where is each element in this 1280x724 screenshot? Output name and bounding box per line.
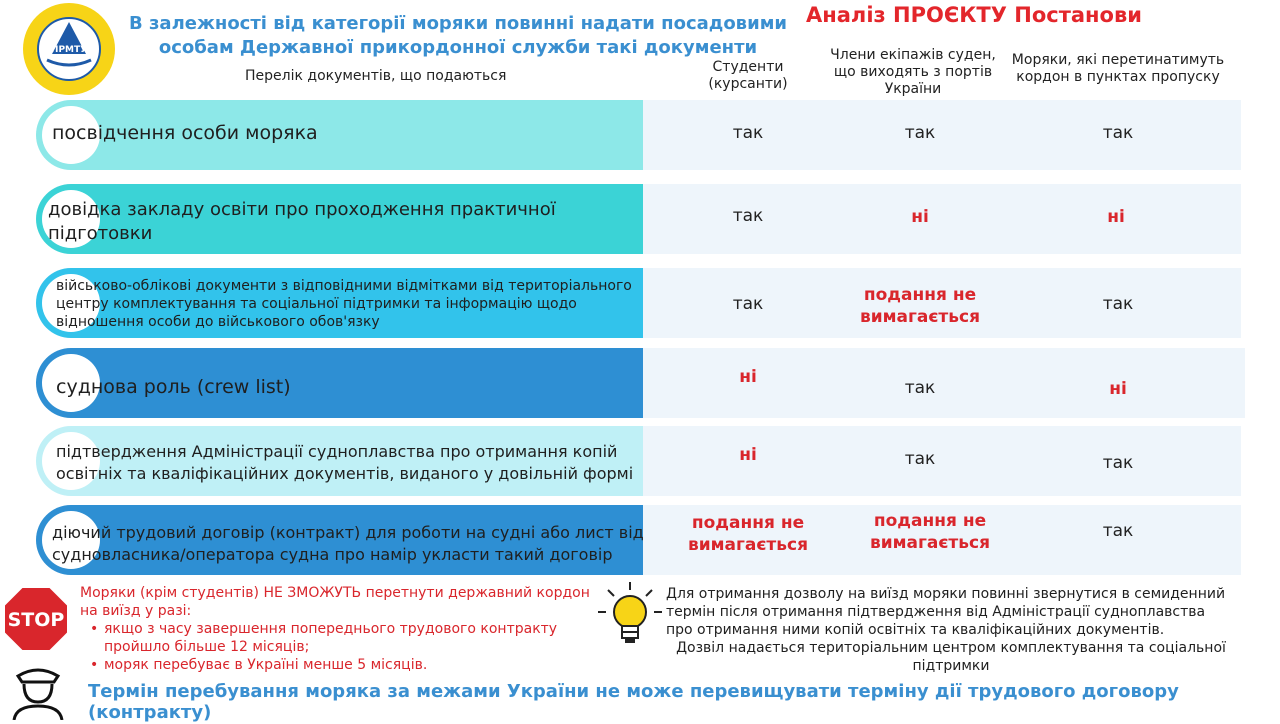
stop-sign-icon [2,585,70,653]
footer-note: Термін перебування моряка за межами України не може перевищувати терміну дії трудового договору (контракту) [88,681,1179,723]
document-name: військово-облікові документи з відповідними відмітками від територіального центру комплектування та соціальної підтримки та інформацію щодо відношення особи до військового обов'язку [56,278,632,330]
cell-crew: так [904,378,936,398]
cell-crew: так [904,449,936,469]
column-header-students: Студенти (курсанти) [708,59,788,92]
warning-bullet: • якщо з часу завершення попереднього трудового контракту пройшло більше 12 місяців; [90,621,558,655]
document-name: суднова роль (crew list) [56,376,291,398]
cell-crossing: так [1102,294,1134,314]
document-row [36,184,643,254]
officer-icon [8,662,68,720]
cell-students: ні [739,445,757,465]
document-row [36,505,643,575]
page-title: В залежності від категорії моряки повинні надати посадовими особам Державної прикордонної служби такі документи [128,13,788,58]
lightbulb-icon [596,580,664,652]
cell-crew: так [904,123,936,143]
document-name: посвідчення особи моряка [52,122,318,144]
analysis-heading: Аналіз ПРОЄКТУ Постанови [806,3,1142,27]
cell-crossing: ні [1109,379,1127,399]
cell-crew: ні [911,207,929,227]
cell-crew: подання не вимагається [869,511,991,553]
document-name: підтвердження Адміністрації судноплавства про отримання копій освітніх та кваліфікаційних документів, виданого у довільній формі [56,442,634,483]
cell-students: так [732,294,764,314]
column-header-crew: Члени екіпажів суден, що виходять з портів України [830,47,996,97]
warning-bullet: • моряк перебуває в Україні менше 5 місяців. [90,657,428,673]
cell-students: так [732,206,764,226]
logo-text: ПРМТУ [50,45,88,55]
cell-students: ні [739,367,757,387]
info-paragraph: Для отримання дозволу на виїзд моряки повинні звернутися в семиденний термін після отримання підтвердження від Адміністрації судноплавства про отримання ними копій освітніх та кваліфікаційних документів. [666,586,1226,638]
document-row [36,100,643,170]
warning-intro: Моряки (крім студентів) НЕ ЗМОЖУТЬ перетнути державний кордон на виїзд у разі: [80,585,590,619]
document-row [36,426,643,496]
document-name: діючий трудовий договір (контракт) для роботи на судні або лист від судновласника/оператора судна про намір укласти такий договір [52,523,644,564]
cell-students: подання не вимагається [687,513,809,555]
cell-crossing: так [1102,123,1134,143]
info-paragraph: Дозвіл надається територіальним центром комплектування та соціальної підтримки [676,640,1226,674]
stop-sign-text: STOP [7,609,65,631]
cell-crossing: так [1102,453,1134,473]
cell-crossing: так [1102,521,1134,541]
info-text [666,585,1236,675]
document-row [36,268,643,338]
doc-list-heading: Перелік документів, що подаються [245,68,507,84]
document-name: довідка закладу освіти про проходження практичної підготовки [48,199,556,244]
cell-crossing: ні [1107,207,1125,227]
warning-text [80,584,610,674]
cell-crew: подання не вимагається [859,285,981,327]
column-header-crossing: Моряки, які перетинатимуть кордон в пунктах пропуску [1011,52,1225,85]
cell-students: так [732,123,764,143]
union-logo [22,2,116,96]
document-row [36,348,643,418]
